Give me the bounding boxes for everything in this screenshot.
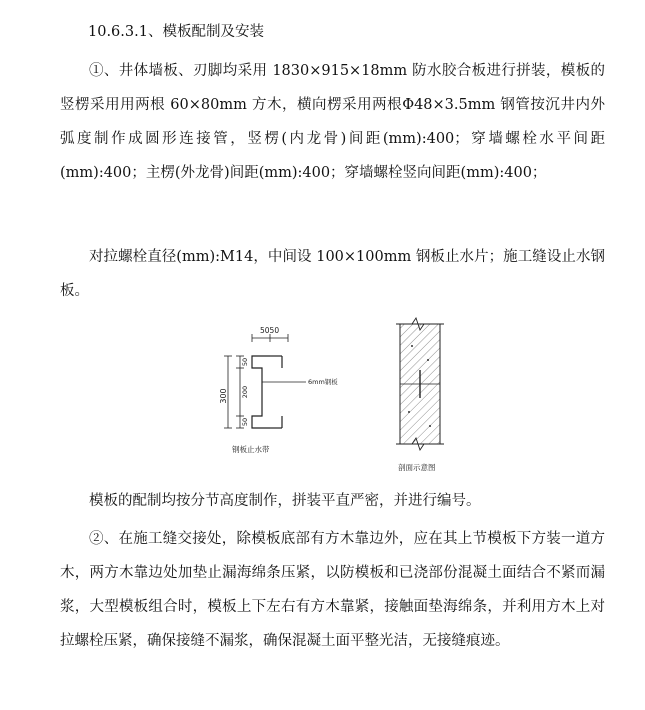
right-figure-caption: 剖面示意图 (398, 463, 436, 472)
upper-segment-label: 50 (241, 357, 249, 367)
total-height-label: 300 (219, 388, 228, 404)
top-dimension-label: 5050 (260, 326, 280, 335)
left-figure-caption: 钢板止水带 (232, 445, 270, 454)
paragraph-formwork-materials: ①、井体墙板、刃脚均采用 1830×915×18mm 防水胶合板进行拼装，模板的竖楞采用用两根 60×80mm 方木，横向楞采用两根Φ48×3.5mm 钢管按沉井内外弧度制作成圆形连接管，竖楞(内龙骨)间距(mm):400；穿墙螺栓水平间距(mm):400；主楞(外龙骨)间距(mm):400；穿墙螺栓竖向间距(mm):400； (60, 63, 605, 181)
section-heading: 10.6.3.1、模板配制及安装 (88, 24, 264, 40)
plate-label: 6mm钢板 (308, 378, 338, 386)
paragraph-tie-bolts: 对拉螺栓直径(mm):M14，中间设 100×100mm 钢板止水片；施工缝设止水钢板。 (60, 249, 605, 299)
middle-segment-label: 200 (241, 385, 249, 399)
waterstop-figure (200, 316, 480, 476)
lower-segment-label: 50 (241, 417, 249, 427)
section-view-drawing (396, 318, 444, 450)
steel-plate-waterstop-drawing (224, 334, 306, 428)
paragraph-fabrication: 模板的配制均按分节高度制作，拼装平直严密，并进行编号。 (89, 493, 481, 509)
waterstop-profile (252, 356, 270, 428)
paragraph-construction-joint: ②、在施工缝交接处，除模板底部有方木靠边外，应在其上节模板下方装一道方木，两方木靠边处加垫止漏海绵条压紧，以防模板和已浇部份混凝土面结合不紧而漏浆，大型模板组合时，模板上下左右有方木靠紧，接触面垫海绵条，并利用方木上对拉螺栓压紧，确保接缝不漏浆，确保混凝土面平整光洁，无接缝痕迹。 (60, 531, 605, 649)
waterstop-diagram (200, 316, 480, 476)
